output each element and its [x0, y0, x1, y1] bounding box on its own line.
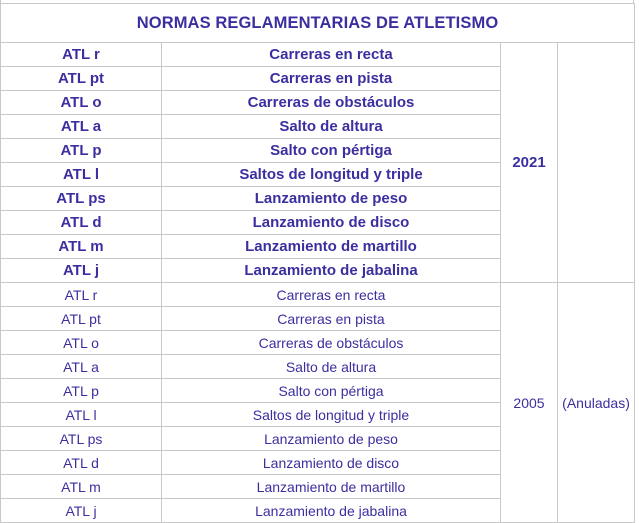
norm-code: ATL pt	[1, 307, 162, 331]
title-row	[1, 4, 635, 43]
norm-code: ATL pt	[1, 67, 162, 91]
norm-name: Carreras en recta	[162, 283, 501, 307]
norm-name: Salto con pértiga	[162, 379, 501, 403]
table-row	[1, 283, 635, 307]
norm-code: ATL l	[1, 163, 162, 187]
norm-name: Lanzamiento de martillo	[162, 475, 501, 499]
norm-name: Lanzamiento de peso	[162, 427, 501, 451]
norm-code: ATL ps	[1, 187, 162, 211]
norm-code: ATL p	[1, 379, 162, 403]
norm-name: Lanzamiento de peso	[162, 187, 501, 211]
norm-code: ATL o	[1, 331, 162, 355]
norm-name: Salto de altura	[162, 355, 501, 379]
norm-code: ATL m	[1, 235, 162, 259]
norm-name: Lanzamiento de jabalina	[162, 259, 501, 283]
year-cell: 2005	[501, 283, 558, 523]
norm-code: ATL j	[1, 499, 162, 523]
norm-name: Carreras de obstáculos	[162, 331, 501, 355]
norm-name: Carreras en recta	[162, 43, 501, 67]
table-title: NORMAS REGLAMENTARIAS DE ATLETISMO	[1, 4, 635, 43]
norm-code: ATL p	[1, 139, 162, 163]
norm-name: Salto de altura	[162, 115, 501, 139]
norm-code: ATL r	[1, 43, 162, 67]
norm-name: Salto con pértiga	[162, 139, 501, 163]
norm-code: ATL o	[1, 91, 162, 115]
year-cell: 2021	[501, 43, 558, 283]
table-row	[1, 43, 635, 67]
norm-code: ATL a	[1, 355, 162, 379]
norm-code: ATL a	[1, 115, 162, 139]
status-note	[558, 43, 635, 283]
norm-code: ATL l	[1, 403, 162, 427]
norm-code: ATL ps	[1, 427, 162, 451]
norm-code: ATL j	[1, 259, 162, 283]
norms-table	[0, 3, 635, 523]
norm-name: Lanzamiento de disco	[162, 211, 501, 235]
norm-code: ATL r	[1, 283, 162, 307]
norm-code: ATL d	[1, 211, 162, 235]
norm-name: Lanzamiento de disco	[162, 451, 501, 475]
norm-name: Carreras en pista	[162, 307, 501, 331]
norm-code: ATL d	[1, 451, 162, 475]
norm-name: Lanzamiento de jabalina	[162, 499, 501, 523]
norm-name: Carreras en pista	[162, 67, 501, 91]
status-note: (Anuladas)	[558, 283, 635, 523]
norm-name: Saltos de longitud y triple	[162, 403, 501, 427]
norm-name: Carreras de obstáculos	[162, 91, 501, 115]
norm-name: Lanzamiento de martillo	[162, 235, 501, 259]
norm-name: Saltos de longitud y triple	[162, 163, 501, 187]
norm-code: ATL m	[1, 475, 162, 499]
